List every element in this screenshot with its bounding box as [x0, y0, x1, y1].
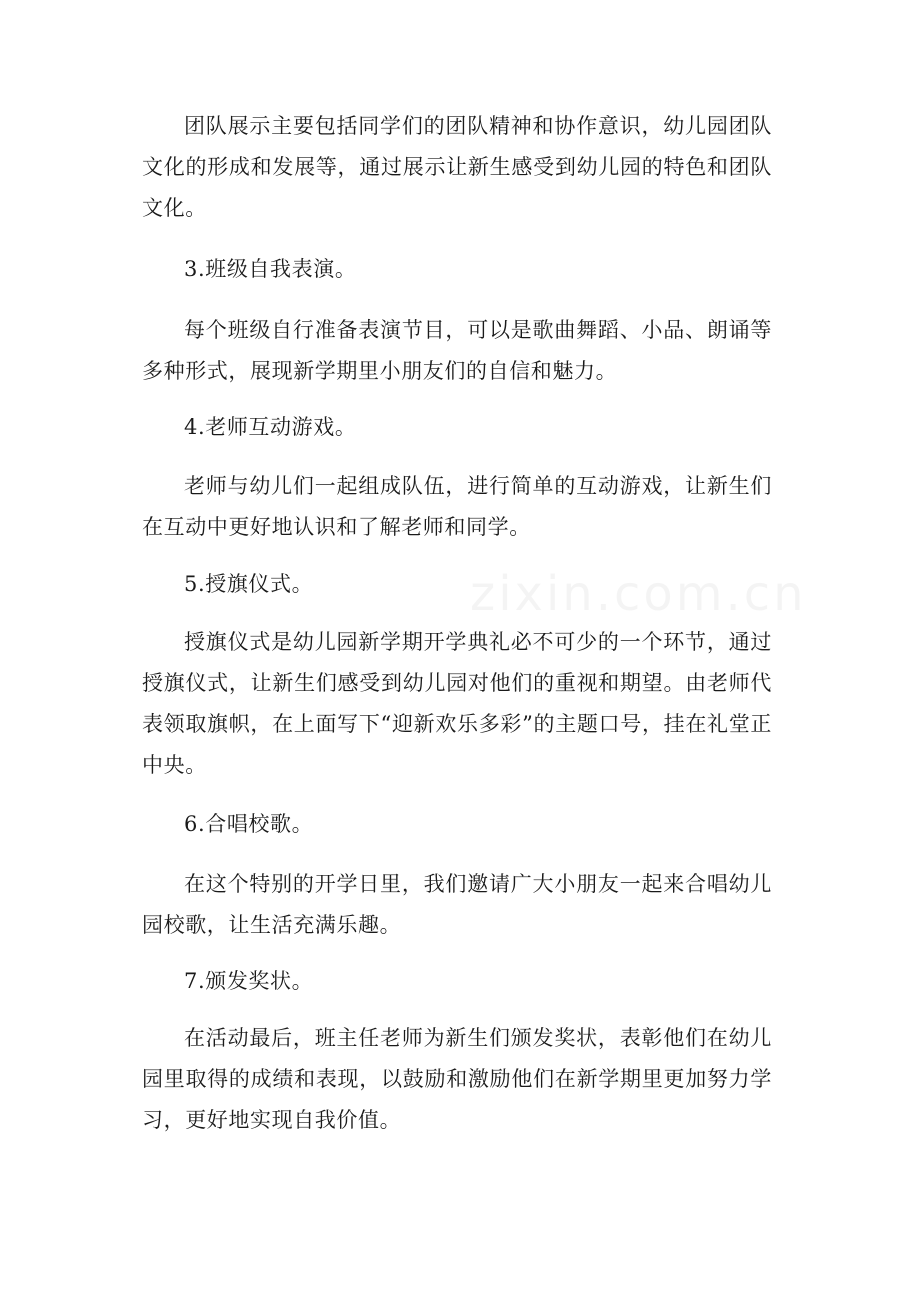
paragraph-flag-ceremony: 授旗仪式是幼儿园新学期开学典礼必不可少的一个环节，通过授旗仪式，让新生们感受到幼儿园对他们的重视和期望。由老师代表领取旗帜，在上面写下“迎新欢乐多彩”的主题口号，挂在礼堂正中央。	[142, 630, 772, 777]
watermark	[470, 566, 807, 622]
heading-school-song: 6.合唱校歌。	[184, 812, 314, 836]
paragraph-team-display: 团队展示主要包括同学们的团队精神和协作意识，幼儿园团队文化的形成和发展等，通过展示让新生感受到幼儿园的特色和团队文化。	[142, 114, 772, 220]
paragraph-class-performance: 每个班级自行准备表演节目，可以是歌曲舞蹈、小品、朗诵等多种形式，展现新学期里小朋友们的自信和魅力。	[142, 318, 772, 383]
heading-class-performance: 3.班级自我表演。	[184, 257, 357, 281]
paragraph-school-song: 在这个特别的开学日里，我们邀请广大小朋友一起来合唱幼儿园校歌，让生活充满乐趣。	[142, 872, 772, 937]
paragraph-awards: 在活动最后，班主任老师为新生们颁发奖状，表彰他们在幼儿园里取得的成绩和表现，以鼓励和激励他们在新学期里更加努力学习，更好地实现自我价值。	[142, 1026, 772, 1132]
heading-flag-ceremony: 5.授旗仪式。	[184, 572, 314, 596]
paragraph-teacher-games: 老师与幼儿们一起组成队伍，进行简单的互动游戏，让新生们在互动中更好地认识和了解老师和同学。	[142, 474, 772, 539]
heading-awards: 7.颁发奖状。	[184, 969, 314, 993]
heading-teacher-games: 4.老师互动游戏。	[184, 415, 357, 439]
